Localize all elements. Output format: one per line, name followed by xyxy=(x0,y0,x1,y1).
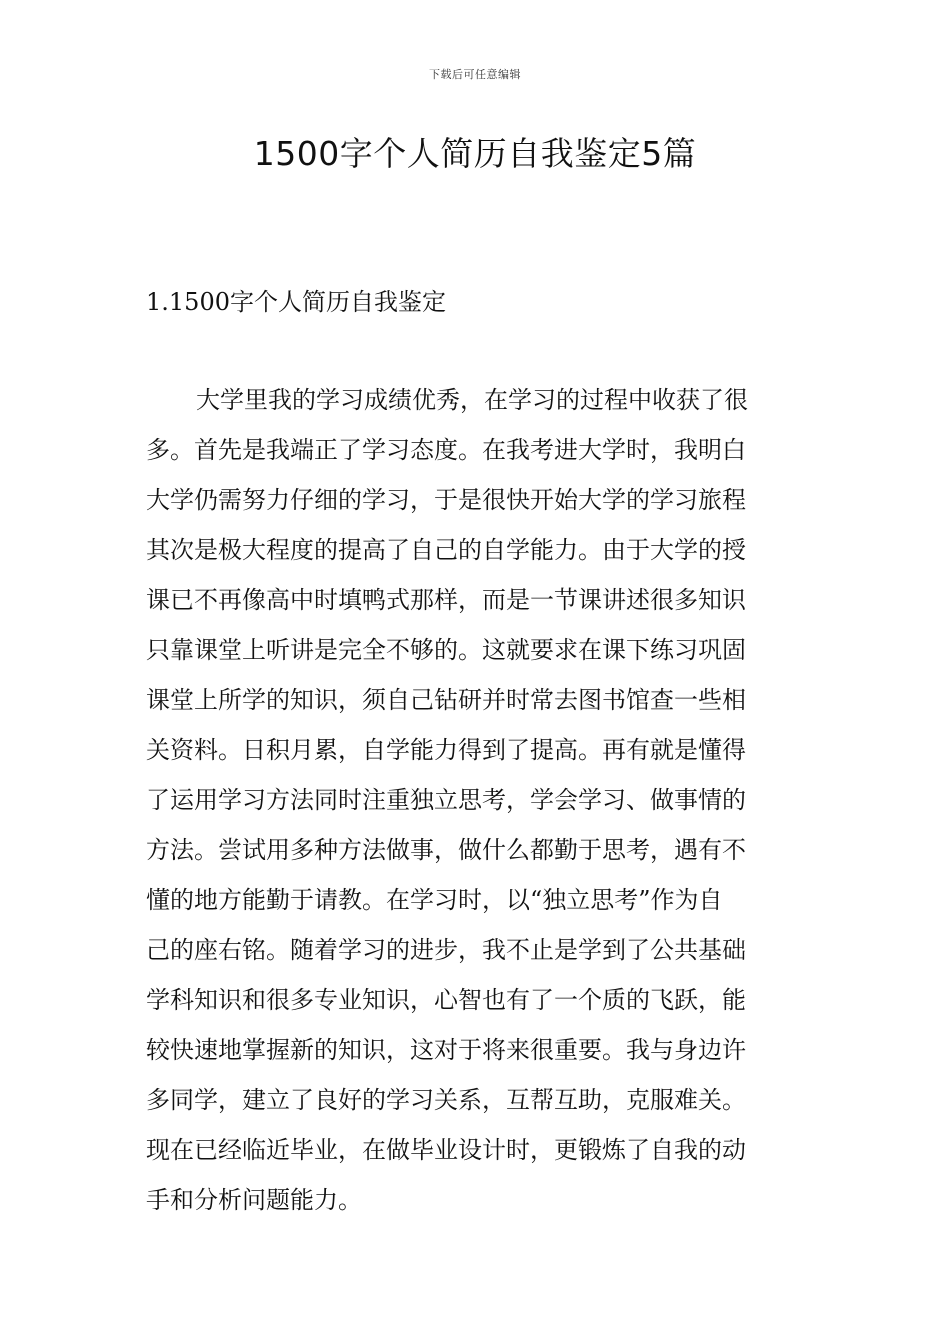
body-line: 课堂上所学的知识，须自己钻研并时常去图书馆查一些相 xyxy=(146,686,746,714)
body-line: 懂的地方能勤于请教。在学习时，以“独立思考”作为自 xyxy=(146,886,723,914)
body-line: 了运用学习方法同时注重独立思考，学会学习、做事情的 xyxy=(146,786,746,814)
body-line: 只靠课堂上听讲是完全不够的。这就要求在课下练习巩固 xyxy=(146,636,746,664)
body-line: 多。首先是我端正了学习态度。在我考进大学时，我明白 xyxy=(146,436,746,464)
body-paragraph xyxy=(146,375,806,1225)
body-line: 手和分析问题能力。 xyxy=(146,1186,362,1214)
body-line: 其次是极大程度的提高了自己的自学能力。由于大学的授 xyxy=(146,536,746,564)
body-line: 较快速地掌握新的知识，这对于将来很重要。我与身边许 xyxy=(146,1036,746,1064)
section-heading: 1.1500字个人简历自我鉴定 xyxy=(146,288,446,316)
body-line: 关资料。日积月累，自学能力得到了提高。再有就是懂得 xyxy=(146,736,746,764)
header-note: 下载后可任意编辑 xyxy=(429,68,521,81)
body-line: 现在已经临近毕业，在做毕业设计时，更锻炼了自我的动 xyxy=(146,1136,746,1164)
body-line: 大学里我的学习成绩优秀，在学习的过程中收获了很 xyxy=(196,386,748,414)
body-line: 课已不再像高中时填鸭式那样，而是一节课讲述很多知识 xyxy=(146,586,746,614)
body-line: 多同学，建立了良好的学习关系，互帮互助，克服难关。 xyxy=(146,1086,746,1114)
body-line: 大学仍需努力仔细的学习，于是很快开始大学的学习旅程 xyxy=(146,486,746,514)
body-line: 方法。尝试用多种方法做事，做什么都勤于思考，遇有不 xyxy=(146,836,746,864)
body-line: 己的座右铭。随着学习的进步，我不止是学到了公共基础 xyxy=(146,936,746,964)
document-title: 1500字个人简历自我鉴定5篇 xyxy=(253,134,697,173)
body-line: 学科知识和很多专业知识，心智也有了一个质的飞跃，能 xyxy=(146,986,746,1014)
